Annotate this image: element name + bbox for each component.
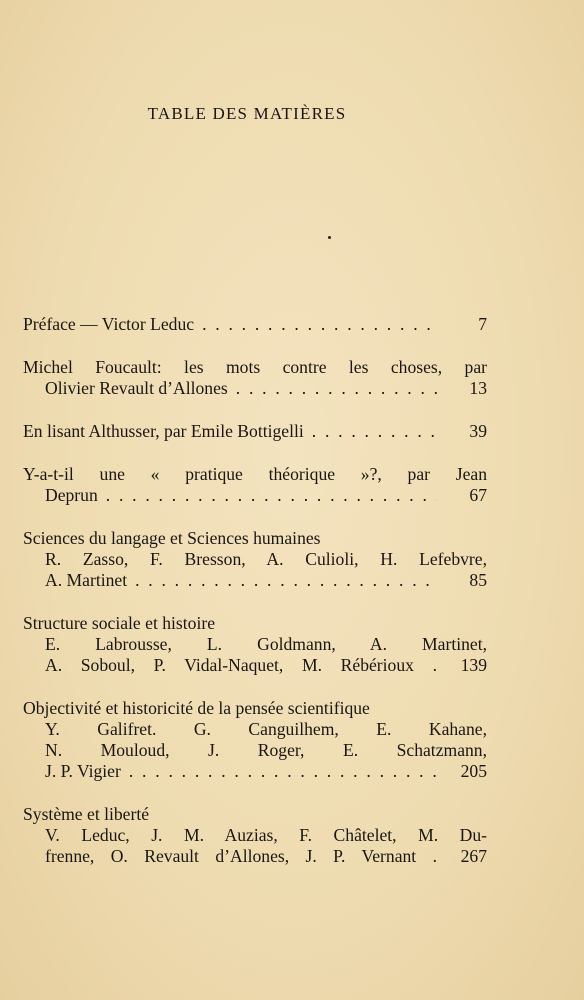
toc-line xyxy=(23,698,487,719)
toc-line xyxy=(23,314,487,335)
print-speck xyxy=(328,236,331,239)
toc-entry xyxy=(23,528,487,591)
toc-entry xyxy=(23,698,487,782)
toc-line xyxy=(23,719,487,740)
toc-line xyxy=(23,464,487,485)
entry-text: Deprun xyxy=(45,485,98,505)
entry-text: En lisant Althusser, par Emile Bottigelli xyxy=(23,421,304,441)
entry-text: Michel Foucault: les mots contre les choses, par xyxy=(23,357,487,377)
toc-line xyxy=(23,804,487,825)
table-of-contents xyxy=(23,314,487,889)
page-number: 39 xyxy=(469,421,487,441)
toc-line xyxy=(23,421,487,442)
entry-text: V. Leduc, J. M. Auzias, F. Châtelet, M. Du- xyxy=(45,825,487,845)
page-number: 7 xyxy=(478,314,487,334)
toc-line xyxy=(23,613,487,634)
toc-entry xyxy=(23,613,487,676)
entry-text: Olivier Revault d’Allones xyxy=(45,378,228,398)
dot-leader xyxy=(98,485,437,506)
dot-leader xyxy=(228,378,437,399)
page-number: 85 xyxy=(469,570,487,590)
section-heading: Système et liberté xyxy=(23,804,150,824)
entry-text: E. Labrousse, L. Goldmann, A. Martinet, xyxy=(45,634,487,654)
dot-leader xyxy=(304,421,437,442)
toc-line xyxy=(23,570,487,591)
entry-text: J. P. Vigier xyxy=(45,761,121,781)
section-heading: Sciences du langage et Sciences humaines xyxy=(23,528,321,548)
entry-text: A. Soboul, P. Vidal-Naquet, M. Rébérioux . xyxy=(45,655,437,675)
dot-leader xyxy=(121,761,437,782)
section-heading: Objectivité et historicité de la pensée scientifique xyxy=(23,698,370,718)
toc-line xyxy=(23,634,487,655)
page-number: 139 xyxy=(460,655,487,675)
toc-line xyxy=(23,655,487,676)
entry-text: Y. Galifret. G. Canguilhem, E. Kahane, xyxy=(45,719,487,739)
toc-line xyxy=(23,549,487,570)
entry-text: A. Martinet xyxy=(45,570,128,590)
section-heading: Structure sociale et histoire xyxy=(23,613,216,633)
dot-leader xyxy=(127,570,437,591)
entry-text: N. Mouloud, J. Roger, E. Schatzmann, xyxy=(45,740,487,760)
toc-line xyxy=(23,846,487,867)
page-number: 13 xyxy=(469,378,487,398)
toc-line xyxy=(23,740,487,761)
entry-text: Préface — Victor Leduc xyxy=(23,314,195,334)
page-number: 67 xyxy=(469,485,487,505)
toc-entry xyxy=(23,464,487,506)
toc-line xyxy=(23,485,487,506)
page-title: TABLE DES MATIÈRES xyxy=(147,104,347,123)
entry-text: R. Zasso, F. Bresson, A. Culioli, H. Lefebvre, xyxy=(45,549,487,569)
toc-entry xyxy=(23,804,487,867)
page-number: 205 xyxy=(460,761,487,781)
entry-text: frenne, O. Revault d’Allones, J. P. Vernant . xyxy=(45,846,437,866)
toc-entry xyxy=(23,314,487,335)
toc-line xyxy=(23,761,487,782)
toc-line xyxy=(23,378,487,399)
toc-line xyxy=(23,825,487,846)
dot-leader xyxy=(194,314,437,335)
toc-entry xyxy=(23,421,487,442)
entry-text: Y-a-t-il une « pratique théorique »?, par Jean xyxy=(23,464,487,484)
page-number: 267 xyxy=(460,846,487,866)
toc-line xyxy=(23,357,487,378)
toc-line xyxy=(23,528,487,549)
toc-entry xyxy=(23,357,487,399)
